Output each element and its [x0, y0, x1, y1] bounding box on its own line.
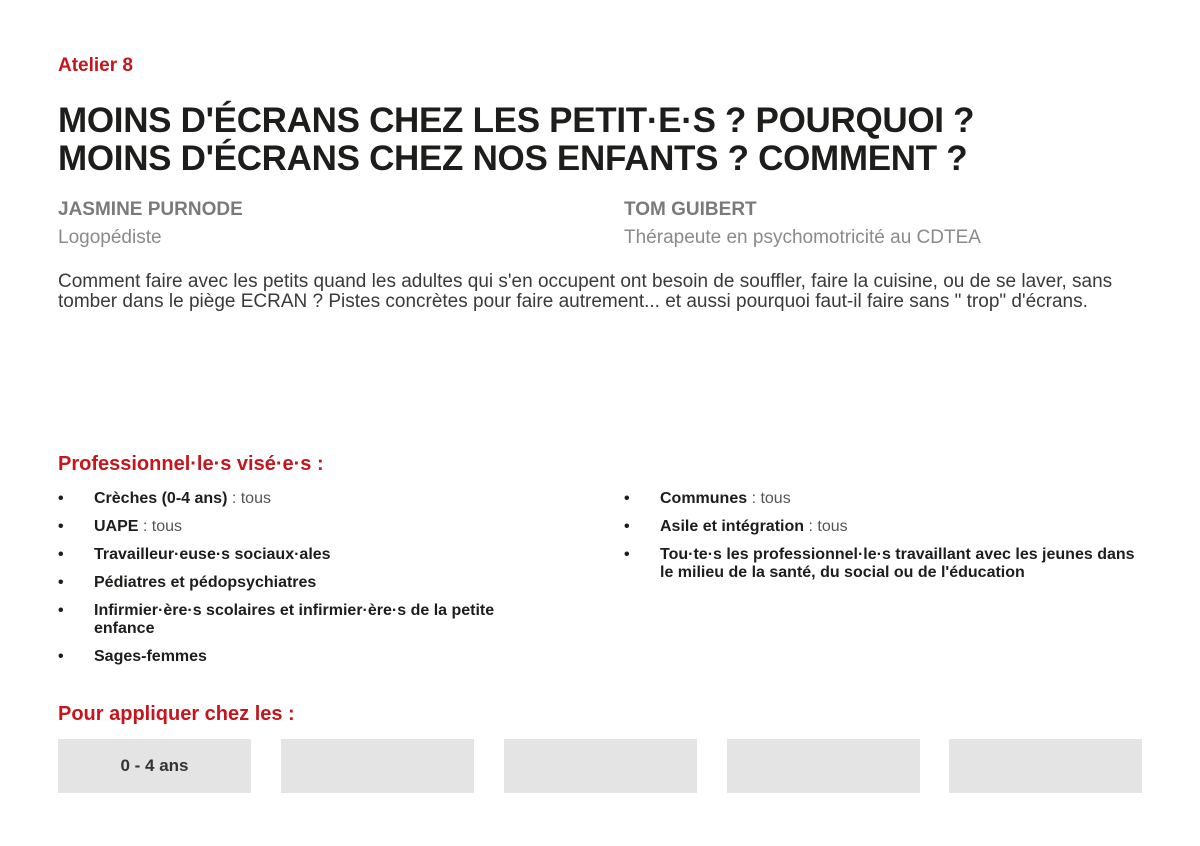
list-item: • Infirmier·ère·s scolaires et infirmier·ère·s de la petite enfance	[58, 602, 495, 637]
workshop-title	[58, 102, 1142, 178]
age-group-box	[281, 739, 474, 793]
workshop-description: Comment faire avec les petits quand les adultes qui s'en occupent ont besoin de souffler, faire la cuisine, ou de se laver, sans tomber dans le piège ECRAN ? Pistes concrètes pour faire autrement... et aussi pourquoi faut-il faire sans " trop" d'écrans.	[58, 271, 1113, 312]
professionals-heading: Professionnel·le·s visé·e·s :	[58, 453, 324, 475]
professionals-list-left	[58, 490, 558, 676]
professionals-list-right	[624, 490, 1144, 592]
speaker-role: Logopédiste	[58, 227, 162, 248]
list-item: • Tou·te·s les professionnel·le·s travaillant avec les jeunes dans le milieu de la santé, du social ou de l'éducation	[624, 546, 1135, 581]
bullet: •	[58, 602, 64, 619]
bullet: •	[624, 490, 630, 507]
list-item: • Communes : tous	[624, 490, 791, 507]
age-group-box	[727, 739, 920, 793]
age-group-box	[949, 739, 1142, 793]
bullet: •	[58, 648, 64, 665]
list-item: • Asile et intégration : tous	[624, 518, 848, 535]
apply-heading: Pour appliquer chez les :	[58, 703, 295, 725]
list-item: • Pédiatres et pédopsychiatres	[58, 574, 317, 591]
bullet: •	[58, 546, 64, 563]
list-item: • Sages-femmes	[58, 648, 207, 665]
bullet: •	[624, 546, 630, 563]
bullet: •	[58, 518, 64, 535]
list-item: • UAPE : tous	[58, 518, 183, 535]
speaker-role: Thérapeute en psychomotricité au CDTEA	[624, 227, 981, 248]
age-group-box: 0 - 4 ans	[58, 739, 251, 793]
title-line-2: MOINS D'ÉCRANS CHEZ NOS ENFANTS ? COMMENT ?	[58, 139, 968, 178]
bullet: •	[624, 518, 630, 535]
bullet: •	[58, 574, 64, 591]
list-item: • Travailleur·euse·s sociaux·ales	[58, 546, 331, 563]
speaker-2	[624, 198, 981, 252]
workshop-number: Atelier 8	[58, 55, 133, 76]
age-group-box	[504, 739, 697, 793]
title-line-1: MOINS D'ÉCRANS CHEZ LES PETIT·E·S ? POURQUOI ?	[58, 101, 975, 140]
list-item: • Crèches (0-4 ans) : tous	[58, 490, 271, 507]
speaker-1	[58, 198, 243, 252]
speaker-name: TOM GUIBERT	[624, 199, 757, 220]
speaker-name: JASMINE PURNODE	[58, 199, 243, 220]
age-groups	[58, 739, 1142, 793]
speakers	[58, 198, 1142, 258]
bullet: •	[58, 490, 64, 507]
